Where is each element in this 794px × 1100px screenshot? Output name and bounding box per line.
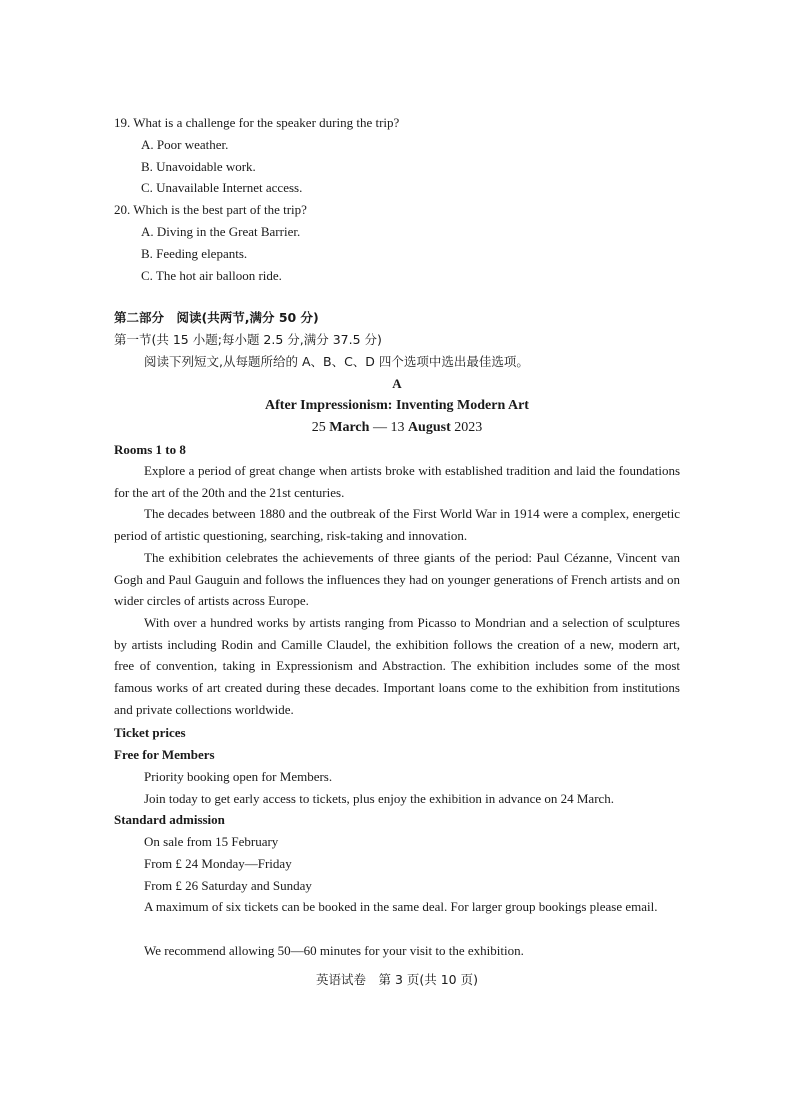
- standard-line-3: From £ 26 Saturday and Sunday: [144, 878, 312, 893]
- date-start-day: 25: [311, 420, 326, 435]
- exhibition-dates: [0, 420, 794, 436]
- question-19-option-a: A. Poor weather.: [141, 137, 229, 152]
- rooms-heading: Rooms 1 to 8: [114, 442, 186, 457]
- question-20-option-a: A. Diving in the Great Barrier.: [141, 224, 301, 239]
- standard-admission-paragraph: A maximum of six tickets can be booked in the same deal. For larger group bookings please email.: [144, 899, 658, 914]
- standard-line-2: From £ 24 Monday—Friday: [144, 856, 292, 871]
- standard-admission-heading: Standard admission: [114, 812, 225, 827]
- ticket-prices-heading: Ticket prices: [114, 725, 186, 740]
- date-end-month: August: [407, 420, 451, 435]
- date-end-day: 13: [390, 420, 405, 435]
- question-20-option-c: C. The hot air balloon ride.: [141, 268, 282, 283]
- passage-title: After Impressionism: Inventing Modern Art: [265, 398, 529, 413]
- members-line-2: Join today to get early access to tickets, plus enjoy the exhibition in advance on 24 March.: [144, 791, 615, 806]
- passage-paragraph-2: The decades between 1880 and the outbreak of the First World War in 1914 were a complex, energetic period of artistic questioning, searching, risk-taking and innovation.: [114, 506, 680, 543]
- question-20-option-b: B. Feeding elepants.: [141, 246, 248, 261]
- members-heading: Free for Members: [114, 747, 215, 762]
- passage-paragraph-1: Explore a period of great change when artists broke with established tradition and laid the foundations for the art of the 20th and the 21st centuries.: [114, 463, 680, 500]
- question-19-option-c: C. Unavailable Internet access.: [141, 180, 303, 195]
- passage-paragraph-4: With over a hundred works by artists ranging from Picasso to Mondrian and a selection of sculptures by artists including Rodin and Camille Claudel, the exhibition follows the creation of a new, modern art, free of convention, taking in Expressionism and Abstraction. The exhibition includes some of the most famous works of art created during these decades. Important loans come to the exhibition from institutions and private collections worldwide.: [114, 615, 680, 717]
- passage-paragraph-3: The exhibition celebrates the achievements of three giants of the period: Paul Cézanne, Vincent van Gogh and Paul Gauguin and follows the influences they had on younger generations of French artists and on wider circles of artists across Europe.: [114, 550, 680, 609]
- visit-recommendation: We recommend allowing 50—60 minutes for your visit to the exhibition.: [144, 943, 524, 958]
- section-one-heading: 第一节(共 15 小题;每小题 2.5 分,满分 37.5 分): [114, 332, 382, 347]
- page-footer: 英语试卷 第 3 页(共 10 页): [315, 972, 478, 987]
- date-start-month: March: [329, 420, 370, 435]
- question-19-option-b: B. Unavoidable work.: [141, 159, 256, 174]
- date-year: 2023: [454, 420, 483, 435]
- question-19-stem: 19. What is a challenge for the speaker during the trip?: [114, 115, 400, 130]
- reading-instruction: 阅读下列短文,从每题所给的 A、B、C、D 四个选项中选出最佳选项。: [144, 354, 529, 369]
- date-separator: —: [372, 420, 387, 435]
- question-20-stem: 20. Which is the best part of the trip?: [114, 202, 307, 217]
- members-line-1: Priority booking open for Members.: [144, 769, 333, 784]
- part-two-heading: 第二部分 阅读(共两节,满分 50 分): [114, 310, 319, 325]
- passage-letter: A: [392, 376, 402, 391]
- standard-line-1: On sale from 15 February: [144, 834, 279, 849]
